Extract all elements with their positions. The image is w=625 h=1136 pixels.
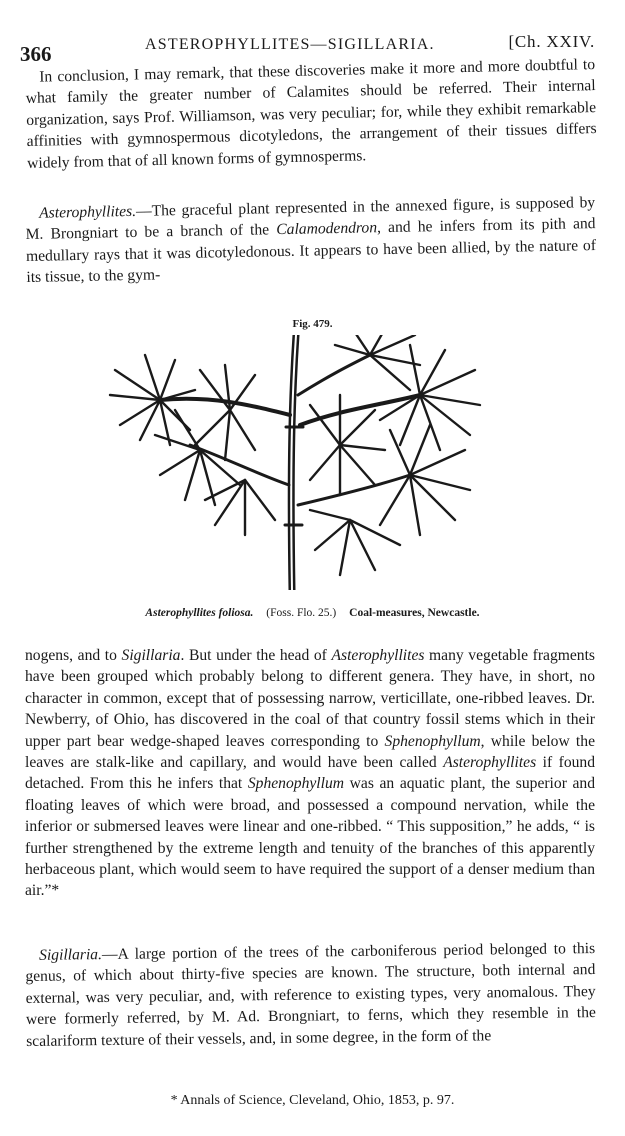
figure-label: Fig. 479.	[292, 318, 333, 330]
italic-term: Asterophyllites	[443, 754, 537, 772]
caption-locality: Coal-measures, Newcastle.	[349, 607, 480, 619]
text-run: many vegetable fragments have been grouped which probably belong to different genera. They have, in short, no character in common, except that of possessing narrow, verticillate, one-ribbed leaves. Dr. Newberry, of Ohio, has discovered in the coal of that country fossil stems which in their upper part bear wedge-shaped leaves corresponding to	[25, 647, 595, 750]
text-run: nogens, and to	[25, 647, 122, 664]
italic-term: Calamodendron	[276, 219, 378, 239]
branch-left-upper	[160, 399, 290, 415]
paragraph-continuation	[25, 645, 595, 902]
branch-right-lower	[298, 475, 410, 505]
section-lead-sigillaria: Sigillaria.	[39, 946, 103, 964]
text-run: if found detached. From this he infers that	[25, 754, 596, 793]
text-run: , while below the leaves are stalk-like and capillary, and would have been called	[25, 732, 595, 772]
text-run: —The graceful plant represented in the annexed figure, is supposed by M. Brongniart to be a branch of the	[25, 194, 596, 244]
branch-right-upper	[300, 395, 420, 425]
page-header	[20, 30, 595, 66]
italic-term: Asterophyllites	[331, 647, 425, 664]
italic-term: Sphenophyllum	[384, 732, 481, 750]
leaf-whorl	[155, 410, 240, 505]
footnote: * Annals of Science, Cleveland, Ohio, 1853, p. 97.	[170, 1093, 455, 1108]
italic-term: Sphenophyllum	[247, 775, 345, 793]
italic-term: Sigillaria	[121, 647, 181, 664]
caption-species: Asterophyllites foliosa.	[145, 607, 254, 619]
figure-caption	[0, 607, 625, 619]
text-run: —A large portion of the trees of the carboniferous period belonged to this genus, of which about thirty-five species are known. The structure, both internal and external, was very peculiar, and, with reference to existing types, very anomalous. They were formerly referred, by M. Ad. Brongniart, to ferns, which they resemble in the scalariform texture of their vessels, and, in some degree, in the form of the	[25, 940, 596, 1050]
leaf-whorl	[195, 365, 255, 460]
leaf-whorl	[205, 480, 275, 535]
page-number: 366	[20, 42, 52, 66]
text-run: , and he infers from its pith and medullary rays that it was dicotyledonous. It appears to have been allied, by the nature of its tissue, to the gym-	[25, 215, 597, 287]
section-lead-asterophyllites: Asterophyllites.	[39, 202, 137, 222]
paragraph-sigillaria	[25, 938, 596, 1052]
branch-right-top	[298, 355, 370, 395]
leaf-whorl	[310, 510, 400, 575]
paragraph-asterophyllites	[25, 192, 597, 289]
running-head: ASTEROPHYLLITES—SIGILLARIA.	[145, 36, 435, 53]
caption-reference: (Foss. Flo. 25.)	[266, 607, 337, 619]
chapter-reference: [Ch. XXIV.	[508, 32, 595, 51]
text-run: was an aquatic plant, the superior and floating leaves of which were broad, and possessed a compound nervation, while the inferior or submersed leaves were linear and one-ribbed. “ This supposition,” he adds, “ is further strengthened by the extreme length and tenuity of the branches of this apparently herbaceous plant, which would seem to have required the support of a denser medium than air.”*	[25, 775, 596, 900]
paragraph-conclusion: In conclusion, I may remark, that these discoveries make it more and more doubtful to what family the greater number of Calamites should be referred. Their internal organization, says Prof. Williamson, was very peculiar; for, while they exhibit remarkable affinities with gymnospermous dicotyledons, the arrangement of their tissues differs widely from that of all known forms of gymnosperms.	[25, 56, 597, 172]
fossil-plant-illustration	[100, 335, 520, 590]
text-run: . But under the head of	[180, 647, 332, 664]
leaf-whorl	[335, 335, 420, 390]
